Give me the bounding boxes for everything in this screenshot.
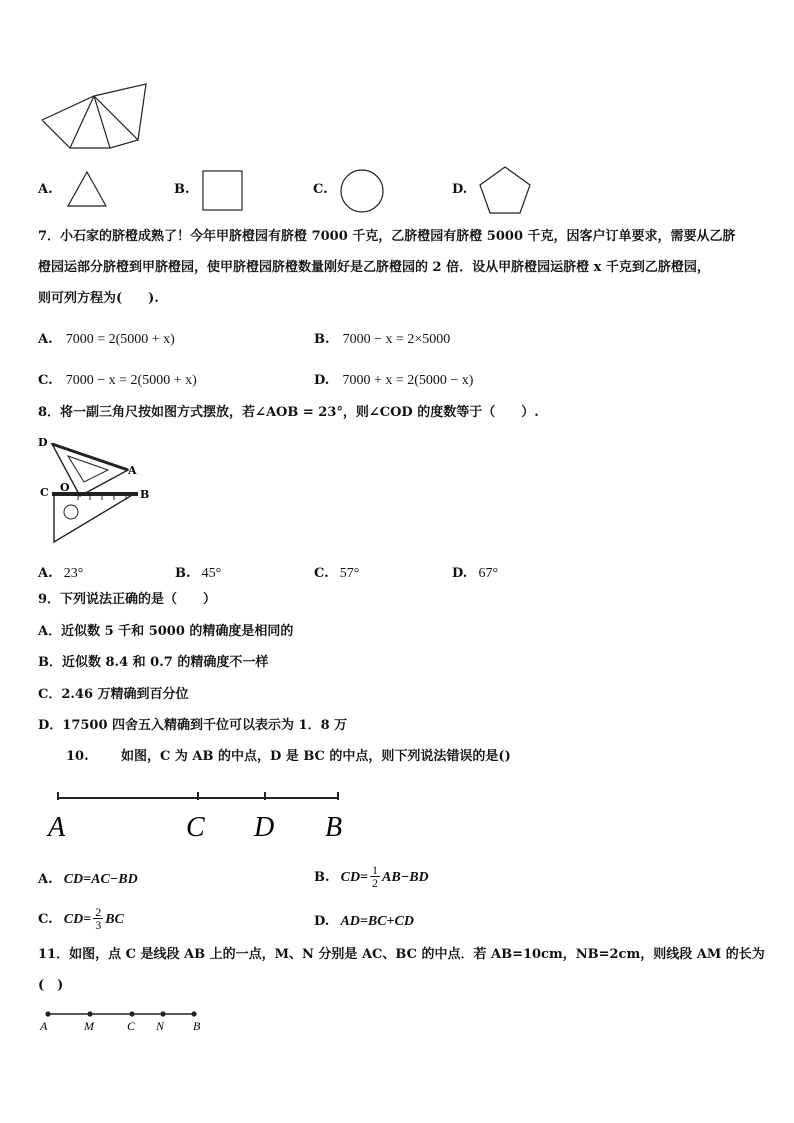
- q8-option-a: [38, 562, 83, 582]
- q9-option-a: A．近似数 5 千和 5000 的精确度是相同的: [38, 624, 294, 639]
- q6-option-a-label: A.: [38, 182, 53, 197]
- q8-label-a: A: [128, 464, 137, 477]
- q10-option-b-lhs: CD=: [340, 870, 369, 885]
- q10-number: 10.: [66, 749, 89, 764]
- q8-option-a-label: A.: [38, 566, 53, 581]
- q7-option-d-expr: 7000 + x = 2(5000 − x): [342, 373, 474, 388]
- q10-option-b: [314, 858, 429, 896]
- q9-option-c: C．2.46 万精确到百分位: [38, 687, 189, 702]
- q7-option-a-label: A.: [38, 332, 53, 347]
- q7-option-d-label: D.: [314, 373, 330, 388]
- q10-option-b-fraction: [370, 864, 380, 889]
- q10-option-a-expr: CD=AC−BD: [63, 872, 138, 887]
- q10-option-d: [314, 910, 414, 930]
- q10-label-d: D: [254, 812, 275, 843]
- q7-option-c: [38, 369, 197, 389]
- q9-text: 9．下列说法正确的是（ ）: [38, 592, 217, 607]
- q11-label-a: A: [40, 1019, 48, 1033]
- q10-option-c-fraction: [93, 906, 103, 931]
- q8-label-c: C: [40, 486, 49, 499]
- q10-label-c: C: [186, 812, 205, 843]
- q8-option-a-value: 23°: [63, 566, 84, 581]
- triangle-shape: [66, 170, 108, 208]
- q11-line-2: ( ): [38, 978, 64, 993]
- q7-option-a: [38, 328, 175, 348]
- q7-option-d: [314, 369, 473, 389]
- q11-label-c: C: [127, 1019, 136, 1033]
- q10-option-b-frac-den: 2: [372, 876, 379, 890]
- q8-option-c-value: 57°: [339, 566, 360, 581]
- q9-option-d: D．17500 四舍五入精确到千位可以表示为 1．8 万: [38, 718, 348, 733]
- q7-line-3: 则可列方程为( ).: [38, 291, 159, 306]
- q8-label-o: O: [60, 481, 70, 494]
- q11-label-b: B: [193, 1019, 201, 1033]
- q10-option-c-frac-num: 2: [95, 905, 102, 919]
- q10-option-a: [38, 868, 138, 888]
- q7-option-b-expr: 7000 − x = 2×5000: [342, 332, 451, 347]
- q6-option-b-label: B.: [174, 182, 190, 197]
- q8-option-b-label: B.: [175, 566, 191, 581]
- q7-option-a-expr: 7000 = 2(5000 + x): [65, 332, 175, 347]
- q6-figure: [38, 80, 150, 152]
- q7-option-b-label: B.: [314, 332, 330, 347]
- q7-option-b: [314, 328, 450, 348]
- q7-option-c-label: C.: [38, 373, 53, 388]
- q8-option-d-label: D.: [452, 566, 468, 581]
- q10-label-b: B: [325, 812, 343, 843]
- q10-option-b-frac-num: 1: [372, 863, 379, 877]
- q10-option-c: [38, 900, 124, 938]
- q10-option-c-rhs: BC: [105, 912, 124, 927]
- q8-label-d: D: [38, 436, 48, 449]
- q10-option-b-rhs: AB−BD: [382, 870, 429, 885]
- circle-shape: [339, 168, 385, 214]
- pentagon-shape: [478, 165, 532, 215]
- q7-line-2: 橙园运部分脐橙到甲脐橙园，使甲脐橙园脐橙数量刚好是乙脐橙园的 2 倍．设从甲脐橙园运脐橙 x 千克到乙脐橙园，: [38, 260, 710, 275]
- q8-option-b-value: 45°: [201, 566, 222, 581]
- q6-option-d-label: D.: [452, 182, 468, 197]
- square-shape: [202, 170, 244, 212]
- q8-option-b: [175, 562, 221, 582]
- q11-label-n: N: [156, 1019, 165, 1033]
- q10-option-c-lhs: CD=: [63, 912, 92, 927]
- q8-text: 8．将一副三角尺按如图方式摆放，若∠AOB = 23°，则∠COD 的度数等于（ ）.: [38, 405, 539, 420]
- q8-option-d: [452, 562, 498, 582]
- q11-segment-figure: [36, 1006, 212, 1036]
- q8-option-c-label: C.: [314, 566, 329, 581]
- q7-line-1: 7．小石家的脐橙成熟了！今年甲脐橙园有脐橙 7000 千克，乙脐橙园有脐橙 5000 千克，因客户订单要求，需要从乙脐: [38, 229, 736, 244]
- q10-option-d-expr: AD=BC+CD: [340, 914, 414, 929]
- q8-triangle-rulers-figure: [38, 434, 158, 546]
- q10-option-a-label: A.: [38, 872, 53, 887]
- q10-segment-figure: [44, 788, 354, 844]
- q8-option-c: [314, 562, 359, 582]
- q9-option-b: B．近似数 8.4 和 0.7 的精确度不一样: [38, 655, 269, 670]
- q6-option-c-label: C.: [313, 182, 328, 197]
- q11-line-1: 11．如图，点 C 是线段 AB 上的一点，M、N 分别是 AC、BC 的中点．若 AB=10cm，NB=2cm，则线段 AM 的长为: [38, 947, 765, 962]
- q10-option-c-label: C.: [38, 912, 53, 927]
- q10-option-d-label: D.: [314, 914, 330, 929]
- q8-label-b: B: [140, 488, 150, 501]
- q8-option-d-value: 67°: [478, 566, 499, 581]
- q10-option-b-label: B.: [314, 870, 330, 885]
- q7-option-c-expr: 7000 − x = 2(5000 + x): [65, 373, 197, 388]
- q10-text: 如图，C 为 AB 的中点，D 是 BC 的中点，则下列说法错误的是(): [121, 749, 511, 764]
- q10-label-a: A: [48, 812, 66, 843]
- q10-option-c-frac-den: 3: [95, 918, 102, 932]
- q11-label-m: M: [84, 1019, 94, 1033]
